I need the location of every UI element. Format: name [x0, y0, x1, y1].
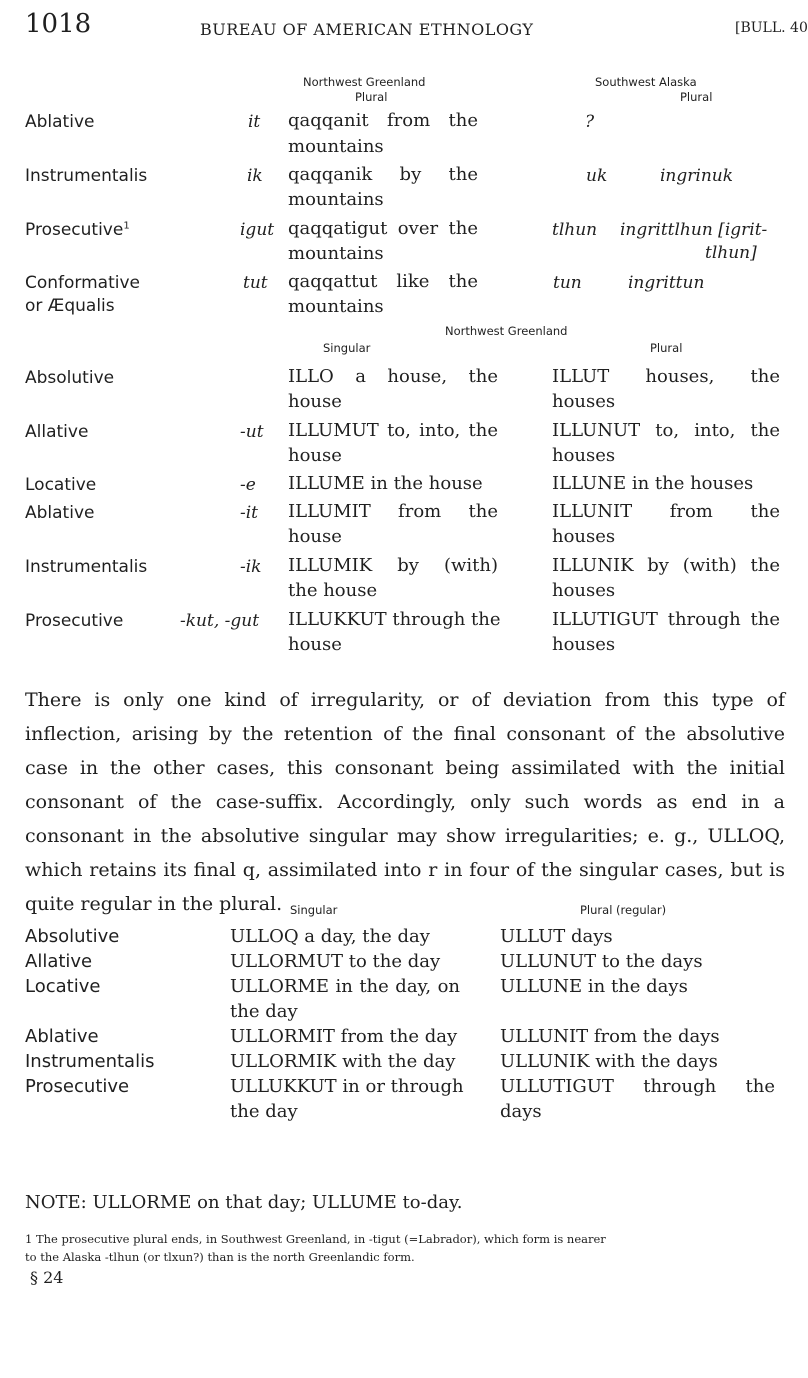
case-label: Prosecutive: [25, 611, 124, 631]
singular-form: ULLORMIT from the day: [230, 1026, 458, 1047]
form-line-2: mountains: [288, 136, 384, 157]
bulletin-ref: [BULL. 40: [735, 20, 808, 36]
plural-form: ILLUNUT to, into, the: [552, 420, 780, 441]
plural-form: ILLUNIK by (with) the: [552, 555, 780, 576]
group-head-northwest-greenland: Northwest Greenland: [445, 324, 568, 338]
case-label: Locative: [25, 976, 101, 997]
col-head-southwest-alaska: Southwest Alaska: [595, 75, 697, 89]
col-head-plural: Plural: [355, 90, 388, 104]
singular-form: the day: [230, 1001, 298, 1022]
plural-form: ULLUNUT to the days: [500, 951, 703, 972]
form-line-2: mountains: [288, 296, 384, 317]
sa-form-cont: tlhun]: [705, 243, 757, 263]
form-text: qaqqanik by the: [288, 164, 478, 185]
col-head-singular: Singular: [290, 903, 338, 917]
case-suffix: igut: [240, 220, 275, 240]
plural-form: ILLUNIT from the: [552, 501, 780, 522]
case-label: Conformative: [25, 273, 141, 293]
case-label-2: or Æqualis: [25, 296, 115, 316]
col-head-singular: Singular: [323, 341, 371, 355]
case-text: Prosecutive: [25, 220, 124, 240]
col-head-plural-sa: Plural: [680, 90, 713, 104]
plural-form: houses: [552, 526, 616, 547]
case-label: Locative: [25, 475, 97, 495]
case-label: Instrumentalis: [25, 166, 148, 186]
form-line: [288, 271, 478, 292]
singular-form: house: [288, 391, 342, 412]
case-label: Instrumentalis: [25, 1051, 155, 1072]
case-suffix: ik: [247, 166, 263, 186]
singular-form: house: [288, 526, 342, 547]
case-suffix: -ik: [240, 557, 262, 577]
form-text: qaqqatigut over the: [288, 218, 478, 239]
plural-form: houses: [552, 580, 616, 601]
page-number: 1018: [25, 9, 92, 39]
plural-form: houses: [552, 391, 616, 412]
form-line: [288, 110, 478, 131]
footnote-line-2: to the Alaska -tlhun (or tlxun?) than is the north Greenlandic form.: [25, 1250, 415, 1264]
case-label: Absolutive: [25, 926, 120, 947]
plural-form: ILLUT houses, the: [552, 366, 780, 387]
col-head-plural: Plural: [650, 341, 683, 355]
plural-form: days: [500, 1101, 542, 1122]
plural-form: houses: [552, 445, 616, 466]
body-paragraph: [25, 683, 785, 921]
case-label: Ablative: [25, 1026, 99, 1047]
case-label: Instrumentalis: [25, 557, 148, 577]
singular-form: house: [288, 634, 342, 655]
plural-form: ULLUT days: [500, 926, 613, 947]
plural-form: ULLUNE in the days: [500, 976, 688, 997]
form-text: qaqqanit from the: [288, 110, 478, 131]
form-line: [288, 218, 478, 239]
singular-form: ULLORMIK with the day: [230, 1051, 456, 1072]
case-suffix: -it: [240, 503, 259, 523]
paragraph-text: There is only one kind of irregularity, or of deviation from this type of inflection, arising by the retention of the final consonant of the absolutive case in the other cases, this consonant being assimilated with the initial consonant of the case-suffix. Accordingly, only such words as end in a consonant in the absolutive singular may show irregularities; e. g., ULLOQ, which retains its final q, assimilated into r in four of the singular cases, but is quite regular in the plural.: [25, 689, 785, 915]
singular-form: ULLUKKUT in or through: [230, 1076, 464, 1097]
case-suffix: -kut, -gut: [180, 611, 260, 631]
col-head-northwest-greenland: Northwest Greenland: [303, 75, 426, 89]
note: NOTE: ULLORME on that day; ULLUME to-day.: [25, 1192, 463, 1213]
singular-form: ILLUME in the house: [288, 473, 483, 494]
singular-form: ILLUMIK by (with): [288, 555, 498, 576]
running-title: BUREAU OF AMERICAN ETHNOLOGY: [200, 20, 534, 39]
singular-form: ULLORMUT to the day: [230, 951, 441, 972]
plural-form: ILLUNE in the houses: [552, 473, 754, 494]
sa-form: ingrinuk: [660, 166, 734, 186]
singular-form: the house: [288, 580, 378, 601]
case-suffix: it: [248, 112, 261, 132]
case-suffix: -ut: [240, 422, 264, 442]
form-text: qaqqattut like the: [288, 271, 478, 292]
singular-form: ULLORME in the day, on: [230, 976, 460, 997]
singular-form: ILLUKKUT through the: [288, 609, 501, 630]
form-line-2: mountains: [288, 189, 384, 210]
footnote-ref: 1: [123, 220, 130, 232]
section-mark: § 24: [30, 1268, 64, 1287]
col-head-plural-regular: Plural (regular): [580, 903, 667, 917]
plural-form: ULLUNIK with the days: [500, 1051, 718, 1072]
sa-suffix: ?: [585, 112, 595, 132]
plural-form: ULLUNIT from the days: [500, 1026, 720, 1047]
singular-form: ILLO a house, the: [288, 366, 498, 387]
footnote-line-1: 1 The prosecutive plural ends, in Southwest Greenland, in -tigut (=Labrador), which form is nearer: [25, 1232, 606, 1246]
case-label: Allative: [25, 422, 89, 442]
case-label: Ablative: [25, 503, 95, 523]
singular-form: ILLUMUT to, into, the: [288, 420, 498, 441]
form-line: [288, 164, 478, 185]
plural-form: ILLUTIGUT through the: [552, 609, 780, 630]
plural-form: ULLUTIGUT through the: [500, 1076, 775, 1097]
case-label: Prosecutive: [25, 1076, 130, 1097]
case-suffix: tut: [243, 273, 268, 293]
case-label: Absolutive: [25, 368, 115, 388]
plural-form: houses: [552, 634, 616, 655]
case-label: Ablative: [25, 112, 95, 132]
singular-form: house: [288, 445, 342, 466]
case-label: [25, 220, 130, 240]
singular-form: ILLUMIT from the: [288, 501, 498, 522]
sa-suffix: tlhun: [552, 220, 598, 240]
case-label: Allative: [25, 951, 93, 972]
singular-form: the day: [230, 1101, 298, 1122]
sa-form: ingrittun: [628, 273, 705, 293]
sa-suffix: uk: [586, 166, 608, 186]
sa-form: ingrittlhun [igrit-: [620, 220, 768, 240]
case-suffix: -e: [240, 475, 256, 495]
singular-form: ULLOQ a day, the day: [230, 926, 430, 947]
sa-suffix: tun: [553, 273, 582, 293]
form-line-2: mountains: [288, 243, 384, 264]
